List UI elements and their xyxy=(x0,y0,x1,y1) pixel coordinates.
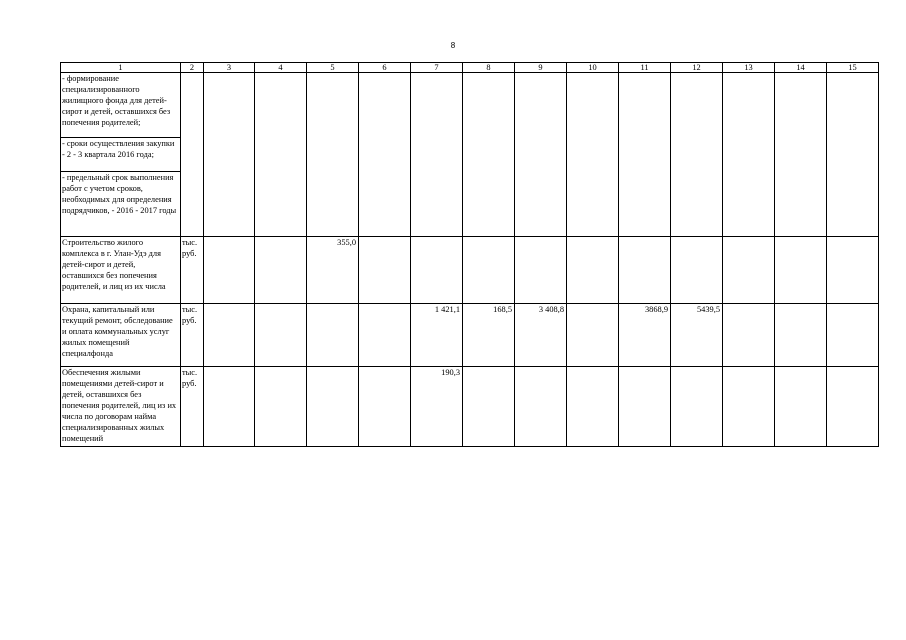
column-header: 9 xyxy=(515,63,567,73)
table-cell xyxy=(181,73,204,237)
table-cell xyxy=(671,237,723,304)
description-row xyxy=(61,73,879,138)
table-cell xyxy=(255,73,307,237)
table-cell xyxy=(463,367,515,447)
header-row xyxy=(61,63,879,73)
table-cell xyxy=(307,73,359,237)
table-cell xyxy=(775,304,827,367)
row-unit: тыс. руб. xyxy=(181,304,204,367)
column-header: 4 xyxy=(255,63,307,73)
table-cell xyxy=(515,73,567,237)
column-header: 13 xyxy=(723,63,775,73)
description-item: - формирование специализированного жилищного фонда для детей-сирот и детей, оставшихся без попечения родителей; xyxy=(61,73,181,138)
table-cell xyxy=(463,73,515,237)
table-cell xyxy=(359,73,411,237)
table-cell xyxy=(204,367,255,447)
row-unit: тыс. руб. xyxy=(181,367,204,447)
column-header: 11 xyxy=(619,63,671,73)
table-cell xyxy=(723,73,775,237)
column-header: 7 xyxy=(411,63,463,73)
table-cell: 1 421,1 xyxy=(411,304,463,367)
table-cell xyxy=(775,367,827,447)
table-row xyxy=(61,367,879,447)
table-cell xyxy=(307,367,359,447)
column-header: 3 xyxy=(204,63,255,73)
column-header: 5 xyxy=(307,63,359,73)
table-cell: 355,0 xyxy=(307,237,359,304)
table-cell xyxy=(204,73,255,237)
table-cell xyxy=(204,304,255,367)
table-cell: 3 408,8 xyxy=(515,304,567,367)
table-row xyxy=(61,237,879,304)
table-cell: 190,3 xyxy=(411,367,463,447)
column-header: 1 xyxy=(61,63,181,73)
column-header: 12 xyxy=(671,63,723,73)
table-cell xyxy=(827,367,879,447)
table-cell xyxy=(619,73,671,237)
column-header: 10 xyxy=(567,63,619,73)
row-unit: тыс. руб. xyxy=(181,237,204,304)
table-cell xyxy=(359,304,411,367)
table-cell xyxy=(827,73,879,237)
table-cell xyxy=(255,367,307,447)
table-cell xyxy=(671,367,723,447)
table-cell xyxy=(567,304,619,367)
table-cell: 5439,5 xyxy=(671,304,723,367)
table-cell xyxy=(723,237,775,304)
table-cell xyxy=(827,237,879,304)
row-name: Обеспечения жилыми помещениями детей-сирот и детей, оставшихся без попечения родителей, лиц из их числа по договорам найма специализированных жилых помещений xyxy=(61,367,181,447)
table-cell xyxy=(411,237,463,304)
table-cell xyxy=(619,237,671,304)
table-cell xyxy=(567,367,619,447)
table-cell xyxy=(619,367,671,447)
budget-table xyxy=(60,62,879,447)
table-cell xyxy=(827,304,879,367)
row-name: Строительство жилого комплекса в г. Улан-Удэ для детей-сирот и детей, оставшихся без попечения родителей, и лиц из их числа xyxy=(61,237,181,304)
column-header: 8 xyxy=(463,63,515,73)
table-cell xyxy=(359,237,411,304)
page-number: 8 xyxy=(450,41,456,50)
table-cell xyxy=(515,367,567,447)
column-header: 15 xyxy=(827,63,879,73)
table-cell: 3868,9 xyxy=(619,304,671,367)
column-header: 2 xyxy=(181,63,204,73)
table-row xyxy=(61,304,879,367)
table-cell xyxy=(515,237,567,304)
table-cell xyxy=(307,304,359,367)
description-item: - предельный срок выполнения работ с учетом сроков, необходимых для определения подрядчиков, - 2016 - 2017 годы xyxy=(61,172,181,237)
table-cell xyxy=(463,237,515,304)
table-cell xyxy=(723,367,775,447)
table-cell xyxy=(775,73,827,237)
table-cell xyxy=(255,237,307,304)
table-cell xyxy=(723,304,775,367)
table-cell: 168,5 xyxy=(463,304,515,367)
row-name: Охрана, капитальный или текущий ремонт, обследование и оплата коммунальных услуг жилых помещений специалфонда xyxy=(61,304,181,367)
table-cell xyxy=(204,237,255,304)
table-cell xyxy=(775,237,827,304)
table-cell xyxy=(671,73,723,237)
table-cell xyxy=(359,367,411,447)
table-cell xyxy=(255,304,307,367)
table-cell xyxy=(567,73,619,237)
table-cell xyxy=(567,237,619,304)
table-cell xyxy=(411,73,463,237)
column-header: 14 xyxy=(775,63,827,73)
column-header: 6 xyxy=(359,63,411,73)
description-item: - сроки осуществления закупки - 2 - 3 квартала 2016 года; xyxy=(61,138,181,172)
